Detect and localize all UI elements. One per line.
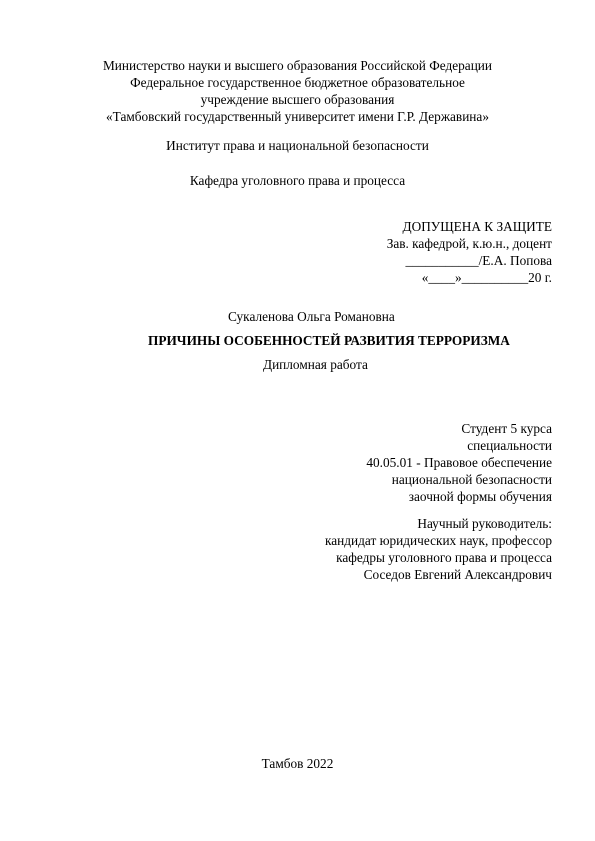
approval-position: Зав. кафедрой, к.ю.н., доцент: [386, 236, 552, 251]
header-line-ministry: Министерство науки и высшего образования Российской Федерации: [102, 58, 493, 73]
student-line-security: национальной безопасности: [391, 472, 552, 487]
header-line-federal: Федеральное государственное бюджетное образовательное: [130, 75, 465, 90]
supervisor-line-degree: кандидат юридических наук, профессор: [324, 533, 552, 548]
supervisor-line-department: кафедры уголовного права и процесса: [336, 550, 552, 565]
institute-name: Институт права и национальной безопасности: [166, 138, 429, 153]
approval-title: ДОПУЩЕНА К ЗАЩИТЕ: [402, 219, 552, 234]
city-year: Тамбов 2022: [261, 756, 334, 771]
supervisor-line-title: Научный руководитель:: [417, 516, 552, 531]
supervisor-line-name: Соседов Евгений Александрович: [363, 567, 552, 582]
department-name: Кафедра уголовного права и процесса: [189, 173, 406, 188]
student-info: [366, 420, 552, 505]
student-line-code: 40.05.01 - Правовое обеспечение: [366, 455, 552, 470]
header-line-university: «Тамбовский государственный университет имени Г.Р. Державина»: [106, 109, 489, 124]
student-line-course: Студент 5 курса: [461, 421, 552, 436]
student-line-form: заочной формы обучения: [408, 489, 552, 504]
approval-signature: ___________/Е.А. Попова: [405, 253, 552, 268]
work-type: Дипломная работа: [263, 357, 368, 372]
supervisor-info: [325, 515, 552, 583]
student-line-specialty: специальности: [467, 438, 552, 453]
approval-block: [387, 218, 552, 286]
author-name: Сукаленова Ольга Романовна: [228, 309, 395, 324]
ministry-header: [0, 57, 595, 125]
approval-date: «____»__________20 г.: [421, 270, 552, 285]
header-line-institution: учреждение высшего образования: [200, 92, 395, 107]
work-title: ПРИЧИНЫ ОСОБЕННОСТЕЙ РАЗВИТИЯ ТЕРРОРИЗМА: [148, 333, 510, 348]
